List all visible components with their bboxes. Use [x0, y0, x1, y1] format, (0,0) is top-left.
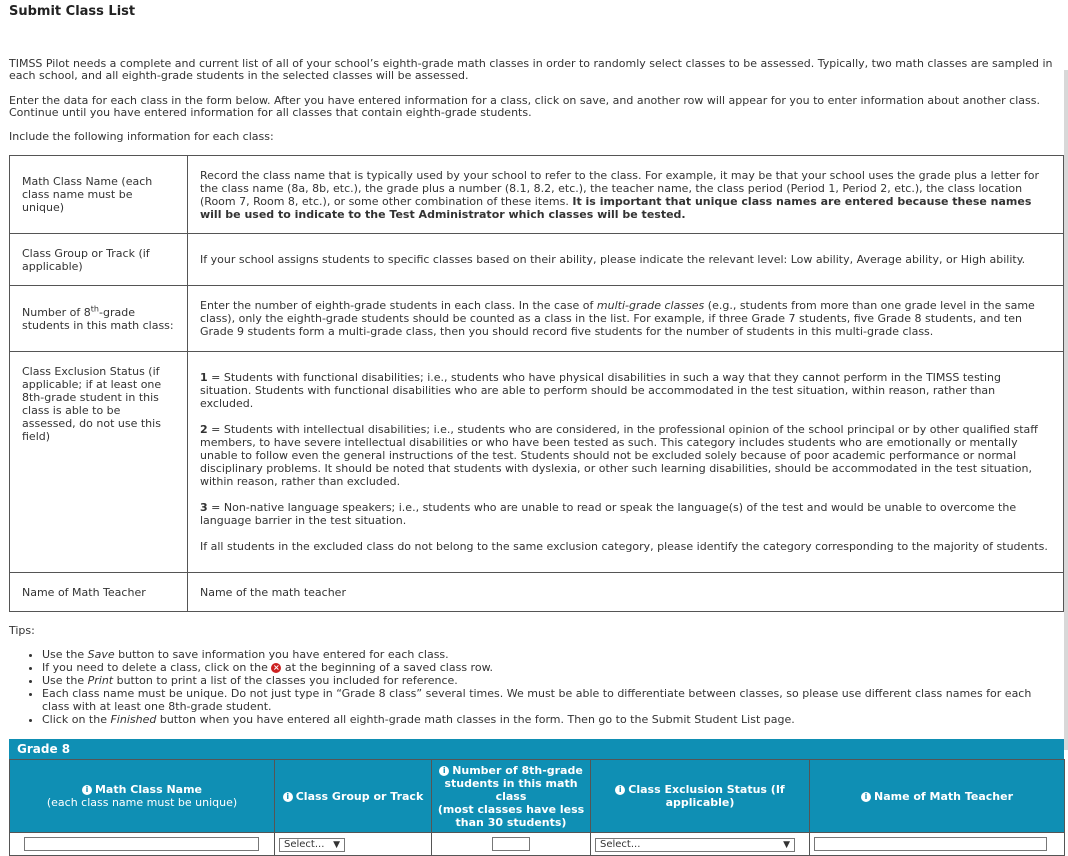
tip-text: at the beginning of a saved class row.: [281, 661, 494, 674]
column-subtitle: (most classes have less than 30 students): [437, 802, 585, 829]
info-description-text: Enter the number of eighth-grade students in each class. In the case of: [200, 299, 597, 312]
info-label: Class Group or Track (if applicable): [10, 234, 188, 286]
column-title: Number of 8th-grade students in this math class: [444, 763, 583, 803]
info-label-sup: th: [90, 303, 100, 313]
info-description: [188, 352, 1064, 573]
info-icon[interactable]: i: [615, 785, 625, 795]
info-description: If your school assigns students to specific classes based on their ability, please indicate the relevant level: Low ability, Average ability, or High ability.: [188, 234, 1064, 286]
info-description-text: (e.g., students from more than one grade level in the same class), only the eighth-grade students should be counted as a class in the list. For example, if three Grade 7 students, five Grade 8 students, and ten Grade 9 students form a multi-grade class, then you should record five students for the number of students in this multi-grade class.: [200, 299, 1035, 338]
cell-class-name: [10, 833, 275, 856]
info-label-part: Number of 8: [22, 305, 91, 319]
exclusion-text: = Students with intellectual disabilities; i.e., students who are considered, in the professional opinion of the school principal or by other qualified staff members, to have severe intellectual disabilities or who have been tested as such. This category includes students who are emotionally or mentally unable to follow even the general instructions of the test. Students should not be excluded solely because of poor academic performance or normal disciplinary problems. It should be noted that students with dyslexia, or other such learning disabilities, should be accommodated in the test situation, within reason, rather than excluded.: [200, 423, 1038, 488]
info-row-exclusion: [10, 352, 1064, 573]
column-title: Name of Math Teacher: [873, 789, 1013, 803]
cell-group-track: [275, 833, 432, 856]
class-entry-row: [10, 833, 1065, 856]
exclusion-code: 1: [200, 371, 208, 384]
column-title: Math Class Name: [94, 783, 203, 796]
column-header-group-track: [275, 760, 432, 833]
dropdown-arrow-icon: ▼: [783, 839, 790, 850]
info-icon[interactable]: i: [82, 785, 92, 795]
class-name-input[interactable]: [24, 837, 259, 851]
info-icon[interactable]: i: [439, 766, 449, 776]
exclusion-status-select[interactable]: [595, 838, 795, 852]
exclusion-item-1: [200, 371, 1051, 410]
column-title: Class Exclusion Status (If applicable): [628, 783, 785, 809]
column-subtitle: (each class name must be unique): [46, 796, 238, 809]
teacher-name-input[interactable]: [814, 837, 1047, 851]
info-label: Name of Math Teacher: [10, 573, 188, 612]
tip-item: [42, 674, 1052, 687]
class-entry-table: [9, 759, 1065, 856]
intro-paragraph-1: TIMSS Pilot needs a complete and current list of all of your school’s eighth-grade math classes in order to randomly select classes to be assessed. Typically, two math classes are sampled in each school, and all eighth-grade students in the selected classes will be assessed.: [9, 57, 1053, 82]
info-description-text: Record the class name that is typically used by your school to refer to the class. For example, it may be that your school uses the grade plus a letter for the class name (8a, 8b, etc.), the grade plus a number (8.1, 8.2, etc.), the teacher name, the class period (Period 1, Period 2, etc.), the class location (Room 7, Room 8, etc.), or some other combination of these items.: [200, 168, 1040, 208]
tip-item: [42, 648, 1052, 661]
exclusion-code: 2: [200, 423, 208, 436]
tip-em: Print: [87, 674, 114, 687]
info-row-group-track: [10, 234, 1064, 286]
tip-text: If you need to delete a class, click on the: [42, 661, 272, 674]
cell-teacher: [810, 833, 1065, 856]
info-label: Class Exclusion Status (if applicable; if at least one 8th-grade student in this class is able to be assessed, do not use this field): [10, 352, 188, 573]
exclusion-text: = Non-native language speakers; i.e., students who are unable to read or speak the language(s) of the test and would be unable to overcome the language barrier in the test situation.: [200, 501, 1017, 527]
column-header-number-students: [432, 760, 591, 833]
info-description: Name of the math teacher: [188, 573, 1064, 612]
info-label: Math Class Name (each class name must be unique): [10, 156, 188, 234]
number-students-input[interactable]: [492, 837, 530, 851]
tip-text: Click on the: [42, 713, 111, 726]
tip-text: Use the: [42, 648, 88, 661]
delete-icon: ×: [273, 663, 280, 672]
tip-em: Save: [87, 648, 115, 661]
grade-section-header: Grade 8: [9, 739, 1064, 759]
info-description: [188, 156, 1064, 234]
select-value: Select...: [284, 838, 325, 850]
info-icon[interactable]: i: [283, 792, 293, 802]
column-header-exclusion: [591, 760, 810, 833]
info-description-em: multi-grade classes: [596, 299, 705, 312]
tip-text: button to save information you have entered for each class.: [114, 648, 449, 661]
column-header-teacher: [810, 760, 1065, 833]
exclusion-note: If all students in the excluded class do not belong to the same exclusion category, please identify the category corresponding to the majority of students.: [200, 540, 1048, 553]
column-title: Class Group or Track: [295, 789, 424, 803]
vertical-scrollbar[interactable]: [1064, 70, 1068, 750]
info-icon[interactable]: i: [861, 792, 871, 802]
exclusion-item-2: [200, 423, 1051, 488]
cell-exclusion: [591, 833, 810, 856]
page: [9, 0, 1064, 850]
class-table-header: [10, 760, 1065, 833]
info-table: [9, 155, 1064, 612]
tip-text: Use the: [42, 674, 88, 687]
tip-text: button to print a list of the classes you included for reference.: [113, 674, 458, 687]
exclusion-text: = Students with functional disabilities; i.e., students who have physical disabilities in such a way that they cannot perform in the TIMSS testing situation. Students with functional disabilities who are able to perform should be accommodated in the test situation, within reason, rather than excluded.: [200, 371, 1002, 410]
intro-paragraph-2: Enter the data for each class in the form below. After you have entered information for a class, click on save, and another row will appear for you to enter information about another class. Continue until you have entered information for all classes that contain eighth-grade students.: [9, 94, 1040, 119]
intro-paragraph-3: Include the following information for each class:: [9, 130, 274, 143]
tip-item: • Each class name must be unique. Do not just type in “Grade 8 class” several times. We must be able to differentiate between classes, so please use different class names for each class with at least one 8th-grade student.: [42, 687, 1052, 713]
cell-number-students: [432, 833, 591, 856]
info-row-class-name: [10, 156, 1064, 234]
info-label: [10, 286, 188, 352]
tip-item: [42, 713, 1052, 726]
tips-heading: Tips:: [9, 624, 35, 637]
tip-item: [42, 661, 1052, 674]
page-title: Submit Class List: [9, 4, 136, 19]
tip-text: button when you have entered all eighth-grade math classes in the form. Then go to the Submit Student List page.: [156, 713, 795, 726]
select-value: Select...: [600, 838, 641, 850]
exclusion-code: 3: [200, 501, 208, 514]
dropdown-arrow-icon: ▼: [333, 839, 340, 850]
tips-list: [9, 648, 1052, 726]
info-row-teacher: [10, 573, 1064, 612]
class-group-select[interactable]: [279, 838, 345, 852]
tip-em: Finished: [110, 713, 157, 726]
info-description: [188, 286, 1064, 352]
column-header-class-name: [10, 760, 275, 833]
info-description-bold: It is important that unique class names are entered because these names will be used to indicate to the Test Administrator which classes will be tested.: [200, 194, 1032, 221]
info-label-part: -grade students in this math class:: [22, 305, 174, 332]
exclusion-item-3: [200, 501, 1051, 527]
info-row-number-students: [10, 286, 1064, 352]
